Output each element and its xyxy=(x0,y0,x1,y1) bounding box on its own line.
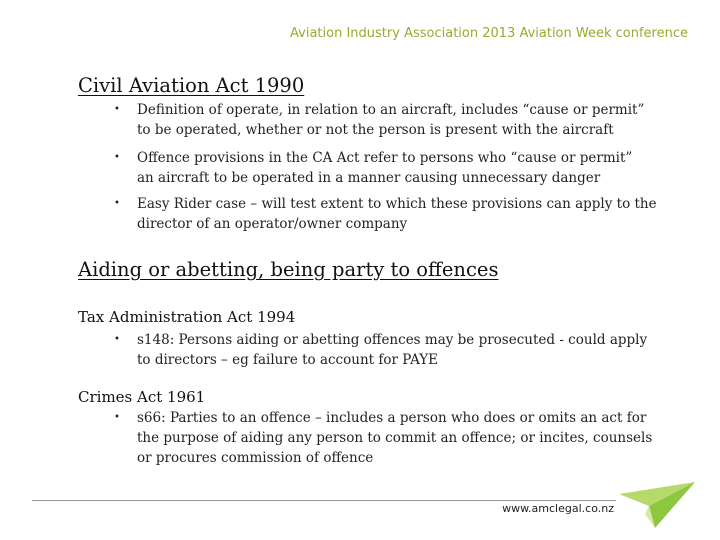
bullet-dot: • xyxy=(114,334,120,345)
bullet-line: s66: Parties to an offence – includes a person who does or omits an act for xyxy=(137,410,647,426)
bullet-line: to directors – eg failure to account for PAYE xyxy=(137,352,439,368)
bullet-dot: • xyxy=(114,198,120,209)
subsection-title-tax-administration-act: Tax Administration Act 1994 xyxy=(78,308,296,326)
section-title-civil-aviation-act: Civil Aviation Act 1990 xyxy=(78,74,305,97)
bullet-line: Offence provisions in the CA Act refer to persons who “cause or permit” xyxy=(137,150,633,166)
bullet-line: or procures commission of offence xyxy=(137,450,374,466)
bullet-line: an aircraft to be operated in a manner causing unnecessary danger xyxy=(137,170,601,186)
section-title-aiding-abetting: Aiding or abetting, being party to offences xyxy=(78,258,499,281)
bullet-line: s148: Persons aiding or abetting offences may be prosecuted - could apply xyxy=(137,332,648,348)
bullet-line: director of an operator/owner company xyxy=(137,216,408,232)
subsection-title-crimes-act: Crimes Act 1961 xyxy=(78,388,206,406)
bullet-item xyxy=(114,330,684,370)
bullet-item xyxy=(114,194,684,234)
bullet-line: the purpose of aiding any person to commit an offence; or incites, counsels xyxy=(137,430,653,446)
bullet-line: Definition of operate, in relation to an aircraft, includes “cause or permit” xyxy=(137,102,645,118)
bullet-item xyxy=(114,408,684,468)
bullet-item xyxy=(114,100,684,140)
footer-website-link[interactable]: www.amclegal.co.nz xyxy=(502,502,614,515)
bullet-dot: • xyxy=(114,412,120,423)
footer-divider xyxy=(32,500,616,501)
bullet-item xyxy=(114,148,684,188)
paper-plane-logo-icon xyxy=(615,478,697,530)
conference-header: Aviation Industry Association 2013 Aviation Week conference xyxy=(290,26,688,41)
bullet-line: to be operated, whether or not the person is present with the aircraft xyxy=(137,122,614,138)
bullet-dot: • xyxy=(114,104,120,115)
bullet-line: Easy Rider case – will test extent to which these provisions can apply to the xyxy=(137,196,657,212)
bullet-dot: • xyxy=(114,152,120,163)
